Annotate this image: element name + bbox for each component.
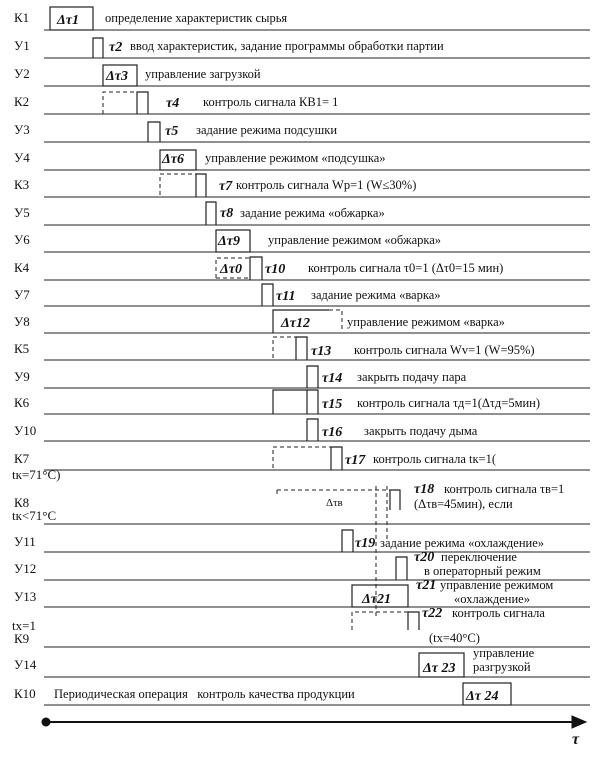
row-description: контроль сигнала КВ1= 1 [203,95,339,109]
row-description: управление загрузкой [145,67,261,81]
tau-label: τ5 [165,124,179,139]
pulse-u11 [342,530,353,552]
tau-label: τ15 [322,397,343,412]
tau-label: Δτ1 [57,13,79,28]
tau-label: Δτ3 [106,69,128,84]
row-code: У12 [14,561,37,576]
tau-label: Δτ21 [362,592,391,607]
row-description: (Δτв=45мин), если [414,497,513,511]
row-code: У11 [14,534,36,549]
tau-label: Δτв [326,497,343,509]
tau-label: τ19 [355,536,376,551]
row-code: У8 [14,314,30,329]
pulse-k3 [196,174,206,197]
tau-label: Δτ 23 [423,661,456,676]
pulse-k7 [331,447,342,470]
row-code: У5 [14,205,30,220]
row-code: У10 [14,423,37,438]
row-code: К9 [14,631,30,646]
row-code: К6 [14,395,30,410]
row-description: разгрузкой [473,660,531,674]
tau-label: Δτ9 [218,234,240,249]
row-description: «охлаждение» [454,592,530,606]
row-description: ввод характеристик, задание программы обработки партии [130,39,444,53]
row-description: управление [473,646,535,660]
dashed-u8 [329,310,342,329]
tau-label: Δτ0 [220,262,242,277]
tau-labels [56,13,499,704]
axis-label: τ [572,731,580,748]
tau-label: τ10 [265,262,286,277]
pulse-k8 [390,490,400,510]
row-description: контроль сигнала Wр=1 (W≤30%) [236,178,417,192]
row-description: задание режима «охлаждение» [380,536,545,550]
time-axis [42,716,586,728]
row-code: К1 [14,10,30,25]
row-description: управление режимом [440,578,554,592]
row-code: У1 [14,38,30,53]
row-description: контроль сигнала [452,606,545,620]
dashed-k3 [160,174,196,195]
tau-label: τ21 [416,578,437,593]
row-code: У7 [14,287,30,302]
tau-label: Δτ6 [162,152,184,167]
pulse-u10 [307,419,318,441]
tau-label: τ20 [414,550,435,565]
tau-label: τ14 [322,371,343,386]
row-code: К3 [14,177,30,192]
row-code: У2 [14,66,30,81]
row-code: К7 [14,451,30,466]
row-description: закрыть подачу пара [357,370,467,384]
pulse-u9 [307,366,318,388]
row-extra-line: tх=1 [12,618,36,633]
row-description: задание режима подсушки [196,123,338,137]
row-description: определение характеристик сырья [105,11,288,25]
row-description: (tх=40°C) [429,631,480,645]
dashed-k7 [273,447,331,468]
row-description: в операторный режим [424,564,541,578]
row-code: У6 [14,232,30,247]
row-description: управление режимом «обжарка» [268,233,442,247]
row-description: переключение [441,550,517,564]
tau-label: τ11 [276,289,296,304]
row-description: задание режима «обжарка» [240,206,385,220]
pulse-u7 [262,284,273,306]
dashed-k2 [103,92,137,114]
pulse-k6-b [307,390,318,414]
pulse-u3 [148,122,160,142]
pulse-k2 [137,92,148,114]
row-code: У9 [14,369,30,384]
row-code: У13 [14,589,37,604]
row-description: управление режимом «подсушка» [205,151,386,165]
pulse-u5 [206,202,216,225]
row-code: К4 [14,260,30,275]
row-extra-line: tк=71°C) [12,467,61,482]
pulse-k6 [273,390,307,414]
row-description: управление режимом «варка» [347,315,505,329]
row-description: контроль сигнала τв=1 [444,482,565,496]
row-code: У14 [14,657,37,672]
row-description: контроль сигнала Wv=1 (W=95%) [354,343,535,357]
row-code: К2 [14,94,30,109]
row-code: К8 [14,495,30,510]
pulse-k5 [296,337,307,360]
row-description: закрыть подачу дыма [364,424,478,438]
row-code: К5 [14,341,30,356]
dashed-k9 [352,612,408,630]
row-description: Периодическая операция контроль качества продукции [54,687,355,701]
row-description: контроль сигнала tк=1( [373,452,497,466]
row-description: контроль сигнала τ0=1 (Δτ0=15 мин) [308,261,504,275]
tau-label: τ17 [345,453,366,468]
tau-label: τ8 [220,206,234,221]
pulse-k9 [408,612,419,630]
row-description: задание режима «варка» [311,288,441,302]
axis-origin-dot [42,718,50,726]
row-description: контроль сигнала τд=1(Δτд=5мин) [357,396,541,410]
row-code: У3 [14,122,30,137]
row-code: У4 [14,150,30,165]
axis-arrowhead [572,716,586,728]
tau-label: Δτ 24 [466,689,499,704]
dashed-k5 [273,337,296,358]
tau-label: τ18 [414,482,435,497]
tau-label: τ22 [422,606,443,621]
tau-label: τ13 [311,344,332,359]
pulse-u1 [93,38,103,58]
pulse-u12 [396,557,407,580]
row-extra-line: tк<71°C [12,508,57,523]
tau-label: τ16 [322,425,343,440]
row-code: К10 [14,686,36,701]
tau-label: τ7 [219,179,233,194]
tau-label: τ4 [166,96,180,111]
pulse-k4 [250,257,262,280]
tau-label: τ2 [109,40,123,55]
tau-label: Δτ12 [281,316,310,331]
